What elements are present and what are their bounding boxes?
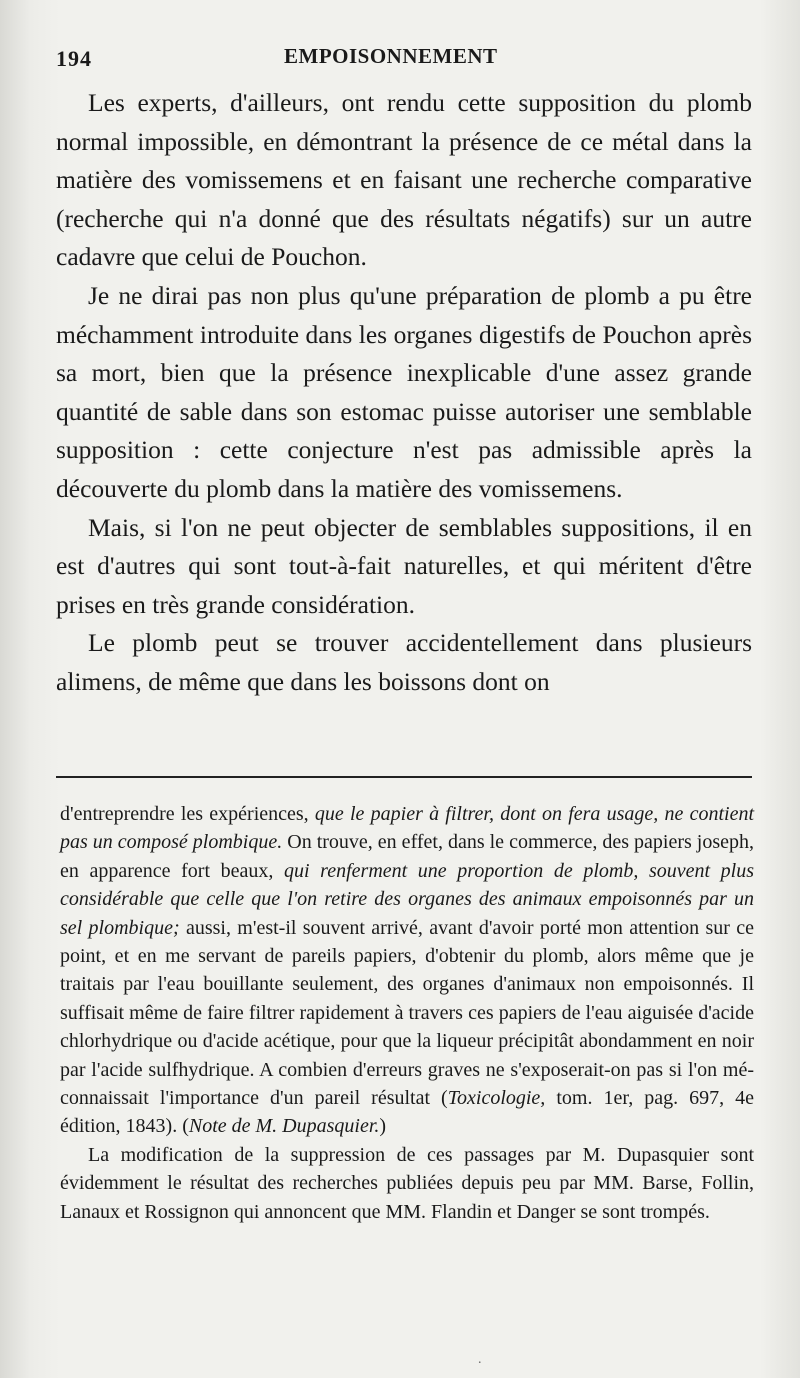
footnote-italic: que le papier à filtrer, dont on fera usage, <box>314 803 659 825</box>
footnote-text: tom. 1er, pag. 697, 4e édition, 1843). ( <box>60 1087 754 1138</box>
footnote-text: d'entreprendre les expériences, <box>60 803 309 825</box>
footnote-paragraph-1 <box>60 800 754 1141</box>
footnote-italic: ne contient pas un composé plombique. <box>60 803 755 854</box>
footnote <box>60 800 754 1226</box>
footnote-text: aussi, m'est-il souvent arrivé, avant d'avoir porté mon attention sur ce point, et en me servant de pareils papiers, d'obtenir du plomb, alors même que je traitais par l'eau bouillante seulement, des organes d'animaux non empoisonnés. Il suffisait même de faire filtrer rapidement à travers ces papiers de l'eau aiguisée d'acide chlorhydrique ou d'acide acétique, pour que la liqueur précipitât abondamment en noir par l'acide sulfhydrique. A combien d'erreurs graves ne s'exposerait-on pas si l'on méconnaissait l'importance d'un pareil résultat ( <box>60 916 755 1110</box>
paragraph-3: Mais, si l'on ne peut objecter de semblables suppositions, il en est d'autres qui sont tout-à-fait naturelles, et qui méritent d'être prises en très grande considération. <box>56 512 752 619</box>
page-number: 194 <box>56 46 92 71</box>
footnote-rule <box>56 776 752 778</box>
page-footer-mark: . <box>478 1352 482 1367</box>
paragraph-4: Le plomb peut se trouver accidentellement dans plusieurs alimens, de même que dans les boissons dont on <box>56 628 752 696</box>
body-text <box>56 84 752 702</box>
footnote-italic: Toxicologie, <box>447 1087 546 1110</box>
paragraph-2: Je ne dirai pas non plus qu'une préparation de plomb a pu être méchamment introduite dans les organes digestifs de Pouchon après sa mort, bien que la présence inexplicable d'une assez grande quantité de sable dans son estomac puisse autoriser une semblable supposition : cette conjecture n'est pas admissible après la découverte du plomb dans la matière des vomissemens. <box>56 280 752 503</box>
paragraph-1: Les experts, d'ailleurs, ont rendu cette supposition du plomb normal impossible, en démontrant la présence de ce métal dans la matière des vomissemens et en faisant une recherche comparative (recherche qui n'a donné que des résultats négatifs) sur un autre cadavre que celui de Pouchon. <box>56 88 752 272</box>
page-header <box>56 40 756 76</box>
running-title: EMPOISONNEMENT <box>284 44 498 68</box>
footnote-italic: Note de M. Dupasquier. <box>188 1115 380 1138</box>
footnote-italic: qui renferment une proportion de plomb, souvent plus considérable que celle que l'on retire des organes des animaux empoisonnés par un sel plombique; <box>60 859 754 939</box>
footnote-text: On trouve, en effet, dans le commerce, des papiers joseph, en apparence fort beaux, <box>60 831 755 882</box>
footnote-paragraph-2: La modification de la suppression de ces passages par M. Dupasquier sont évidemment le résultat des recherches publiées depuis peu par MM. Barse, Follin, Lanaux et Rossignon qui annoncent que MM. Flandin et Danger se sont trompés. <box>60 1143 754 1223</box>
footnote-text: ) <box>379 1115 387 1138</box>
